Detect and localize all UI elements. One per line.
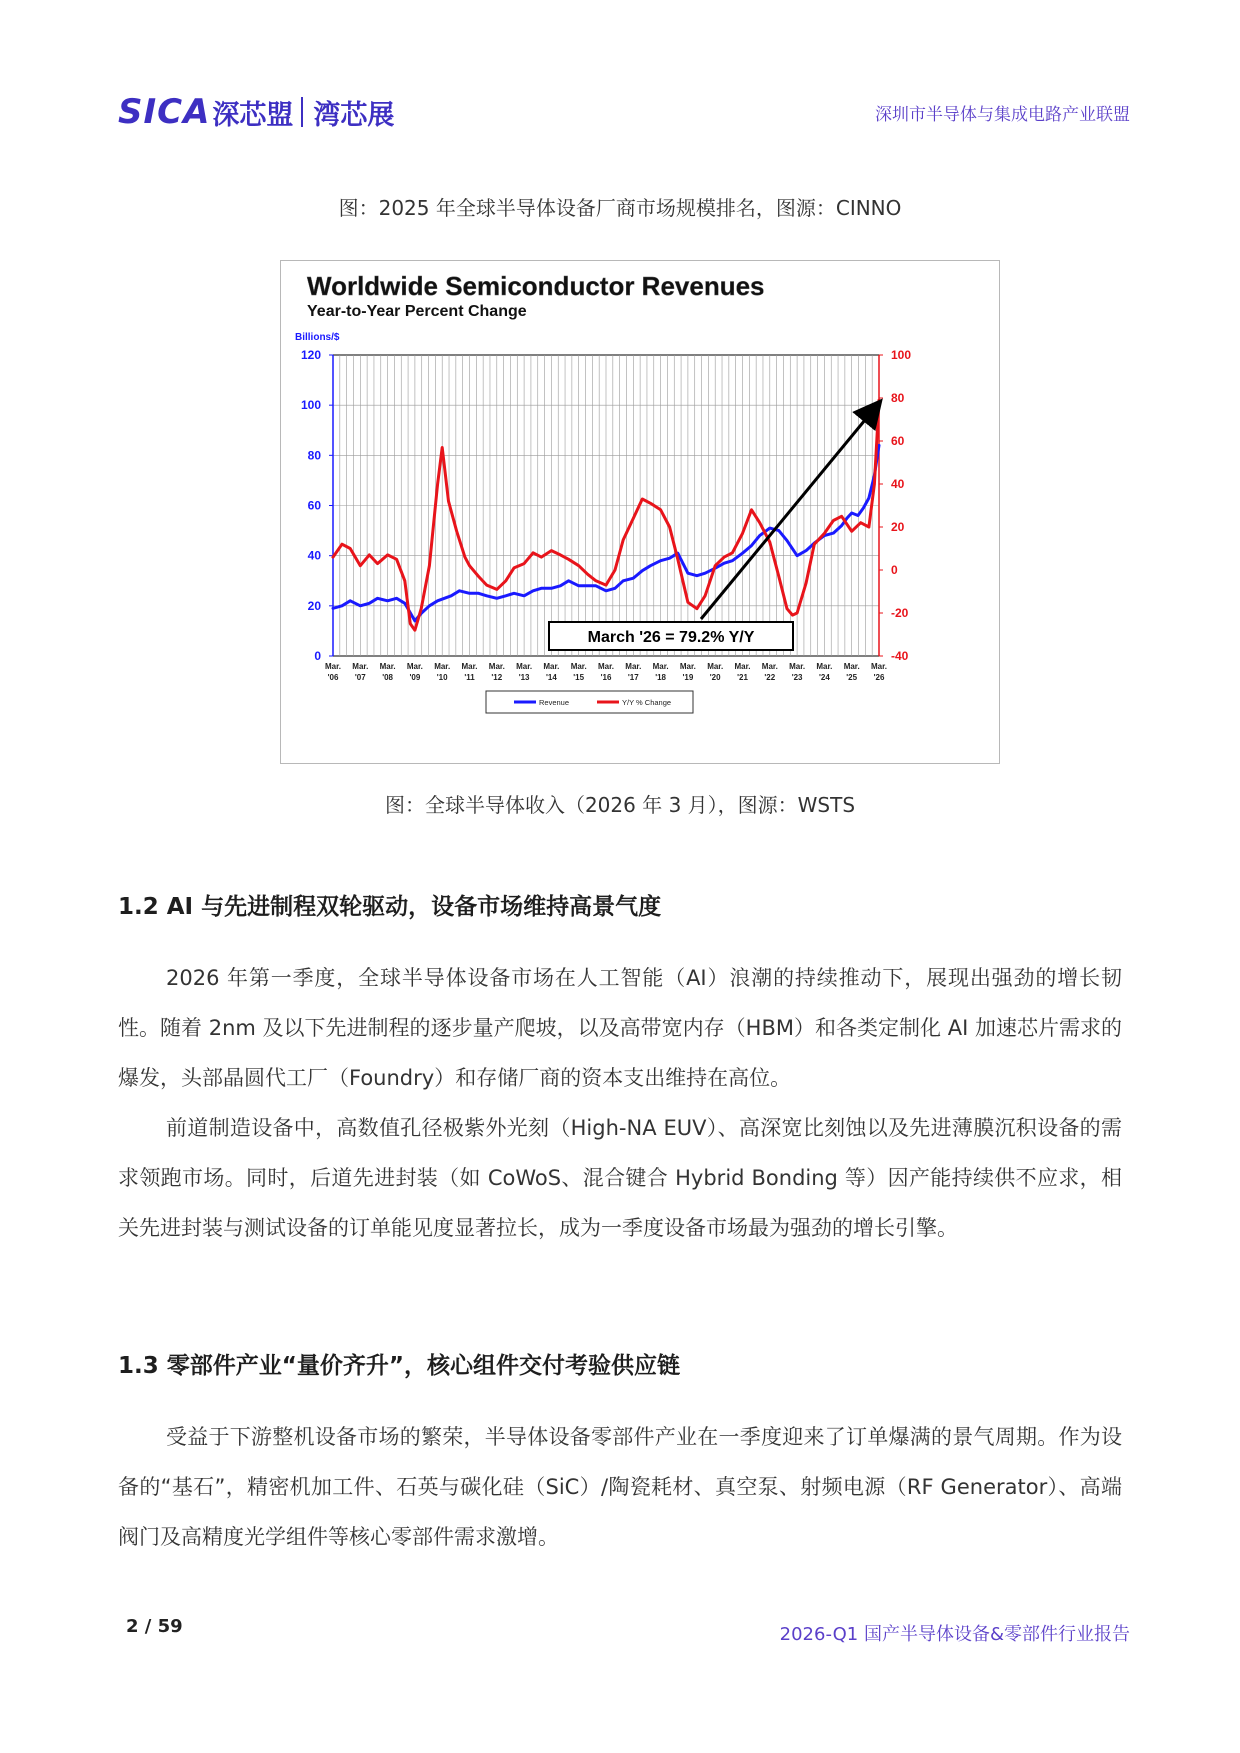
x-tick-label-month: Mar.	[488, 662, 505, 671]
right-tick-label: -40	[891, 649, 909, 663]
right-tick-label: 40	[891, 477, 905, 491]
x-tick-label-year: '10	[436, 673, 448, 682]
x-tick-label-month: Mar.	[734, 662, 751, 671]
x-tick-label-year: '11	[464, 673, 475, 682]
x-tick-label-year: '09	[409, 673, 421, 682]
x-tick-label-year: '21	[737, 673, 748, 682]
x-tick-label-month: Mar.	[707, 662, 724, 671]
x-tick-label-year: '17	[627, 673, 639, 682]
x-tick-label-month: Mar.	[679, 662, 696, 671]
right-tick-label: 0	[891, 563, 898, 577]
left-tick-label: 0	[314, 649, 321, 663]
logo	[118, 92, 394, 132]
x-tick-label-year: '22	[764, 673, 776, 682]
right-tick-label: 20	[891, 520, 905, 534]
logo-separator	[301, 97, 303, 127]
revenue-chart	[280, 260, 1000, 764]
annotation-text: March '26 = 79.2% Y/Y	[587, 629, 755, 646]
right-tick-label: -20	[891, 606, 909, 620]
x-tick-label-year: '15	[573, 673, 585, 682]
x-tick-label-month: Mar.	[870, 662, 888, 671]
left-tick-label: 40	[307, 548, 321, 563]
x-tick-label-month: Mar.	[324, 662, 342, 671]
header-organization: 深圳市半导体与集成电路产业联盟	[875, 105, 1130, 125]
x-tick-label-year: '16	[600, 673, 612, 682]
x-tick-label-month: Mar.	[406, 662, 423, 671]
left-tick-label: 80	[307, 448, 321, 463]
section-1-3-title: 1.3 零部件产业“量价齐升”，核心组件交付考验供应链	[118, 1353, 680, 1379]
left-axis-unit: Billions/$	[295, 332, 340, 343]
logo-sica-text: SICA	[118, 92, 211, 132]
left-tick-label: 60	[307, 498, 321, 513]
x-tick-label-year: '26	[873, 673, 885, 682]
x-tick-label-year: '13	[518, 673, 530, 682]
x-tick-label-month: Mar.	[816, 662, 833, 671]
x-tick-label-month: Mar.	[625, 662, 642, 671]
left-tick-label: 20	[307, 598, 321, 613]
x-tick-label-month: Mar.	[843, 662, 860, 671]
x-tick-label-year: '23	[791, 673, 803, 682]
x-tick-label-year: '06	[327, 673, 339, 682]
section-1-2-title: 1.2 AI 与先进制程双轮驱动，设备市场维持高景气度	[118, 894, 662, 920]
x-tick-label-year: '14	[545, 673, 557, 682]
figure1-caption: 图：2025 年全球半导体设备厂商市场规模排名，图源：CINNO	[338, 196, 902, 220]
section-1-2-paragraph-1: 2026 年第一季度，全球半导体设备市场在人工智能（AI）浪潮的持续推动下，展现出强劲的增长韧性。随着 2nm 及以下先进制程的逐步量产爬坡，以及高带宽内存（HBM）和各类定制化 AI 加速芯片需求的爆发，头部晶圆代工厂（Foundry）和存储厂商的资本支出维持在高位。	[118, 966, 1122, 1090]
x-tick-label-year: '07	[354, 673, 366, 682]
page-number: 2 / 59	[126, 1616, 183, 1637]
x-tick-label-month: Mar.	[352, 662, 369, 671]
x-tick-label-month: Mar.	[652, 662, 669, 671]
x-tick-label-year: '12	[491, 673, 503, 682]
x-tick-label-year: '18	[655, 673, 667, 682]
x-tick-label-year: '20	[709, 673, 721, 682]
x-tick-label-year: '19	[682, 673, 694, 682]
legend-yoy-label: Y/Y % Change	[622, 698, 672, 707]
x-tick-label-month: Mar.	[597, 662, 615, 671]
x-tick-label-year: '25	[846, 673, 858, 682]
footer-report-title: 2026-Q1 国产半导体设备&零部件行业报告	[779, 1624, 1130, 1645]
x-tick-label-month: Mar.	[379, 662, 396, 671]
chart-subtitle: Year-to-Year Percent Change	[307, 303, 527, 320]
x-tick-label-month: Mar.	[543, 662, 560, 671]
x-tick-label-month: Mar.	[789, 662, 806, 671]
x-tick-label-month: Mar.	[761, 662, 778, 671]
figure2-caption: 图：全球半导体收入（2026 年 3 月），图源：WSTS	[384, 793, 856, 817]
right-tick-label: 100	[891, 348, 912, 362]
x-tick-label-month: Mar.	[434, 662, 451, 671]
section-1-2-paragraph-2: 前道制造设备中，高数值孔径极紫外光刻（High-NA EUV）、高深宽比刻蚀以及先进薄膜沉积设备的需求领跑市场。同时，后道先进封装（如 CoWoS、混合键合 Hybrid Bonding 等）因产能持续供不应求，相关先进封装与测试设备的订单能见度显著拉长，成为一季度设备市场最为强劲的增长引擎。	[118, 1116, 1122, 1240]
left-tick-label: 120	[300, 348, 321, 362]
x-tick-label-month: Mar.	[570, 662, 587, 671]
logo-cn-text-2: 湾芯展	[313, 99, 395, 131]
logo-cn-text-1: 深芯盟	[212, 99, 294, 131]
x-tick-label-month: Mar.	[461, 662, 478, 671]
legend-revenue-label: Revenue	[539, 698, 570, 707]
section-1-3-paragraph-1: 受益于下游整机设备市场的繁荣，半导体设备零部件产业在一季度迎来了订单爆满的景气周期。作为设备的“基石”，精密机加工件、石英与碳化硅（SiC）/陶瓷耗材、真空泵、射频电源（RF Generator）、高端阀门及高精度光学组件等核心零部件需求激增。	[118, 1425, 1122, 1549]
chart-title: Worldwide Semiconductor Revenues	[307, 271, 765, 301]
right-tick-label: 80	[891, 391, 905, 405]
x-tick-label-year: '24	[818, 673, 830, 682]
x-tick-label-month: Mar.	[516, 662, 533, 671]
left-tick-label: 100	[300, 398, 321, 413]
revenue-chart-svg	[281, 261, 998, 762]
right-tick-label: 60	[891, 434, 905, 448]
x-tick-label-year: '08	[382, 673, 394, 682]
